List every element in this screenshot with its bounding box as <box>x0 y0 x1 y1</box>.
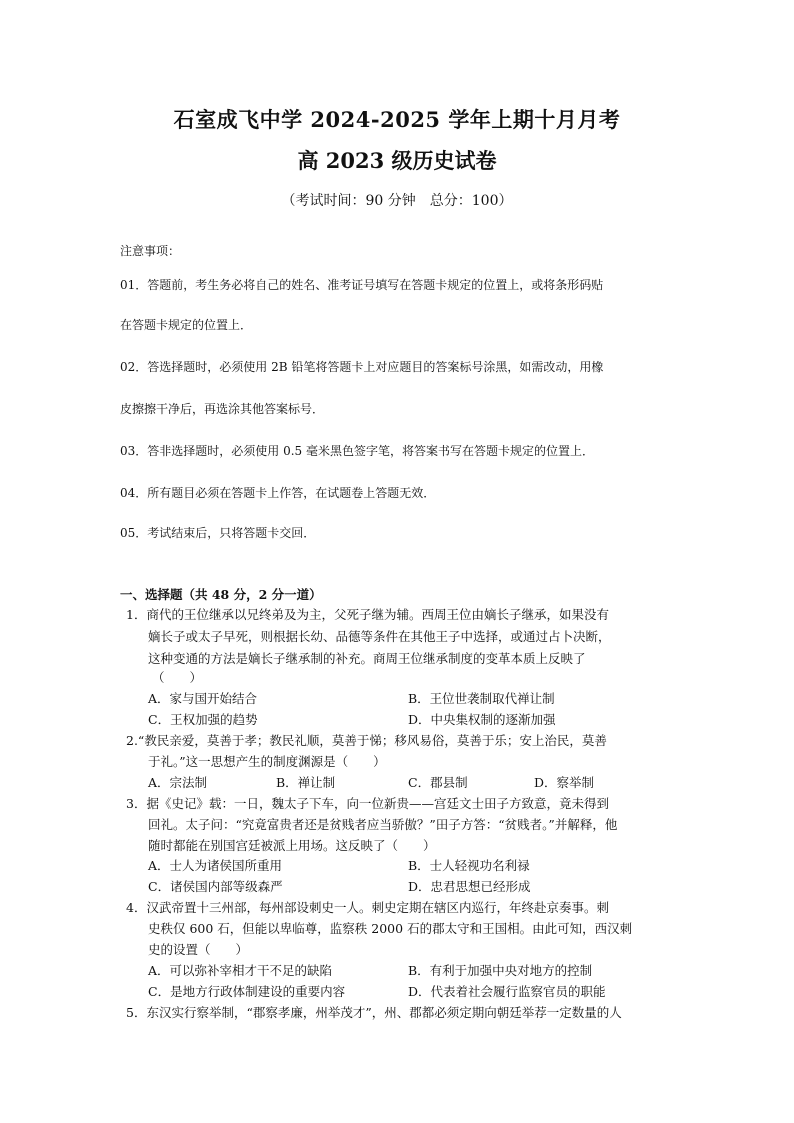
question-4-option-c: C．是地方行政体制建设的重要内容 <box>148 984 346 999</box>
question-1-option-d: D．中央集权制的逐渐加强 <box>408 712 556 727</box>
question-3-option-b: B．士人轻视功名利禄 <box>408 858 530 873</box>
question-1-line: 1．商代的王位继承以兄终弟及为主，父死子继为辅。西周王位由嫡长子继承，如果没有 <box>126 607 609 622</box>
question-2-line: 于礼。”这一思想产生的制度渊源是（ ） <box>148 754 386 769</box>
section-heading: 一、选择题（共 48 分，2 分一道） <box>120 587 322 602</box>
question-2-option-b: B．禅让制 <box>276 775 336 790</box>
question-3-line: 随时都能在别国宫廷被派上用场。这反映了（ ） <box>148 838 436 853</box>
exam-subtitle: 高 2023 级历史试卷 <box>297 148 497 173</box>
question-4-line: 4．汉武帝置十三州部，每州部设刺史一人。刺史定期在辖区内巡行，年终赴京奏事。刺 <box>126 900 609 915</box>
question-3-option-d: D．忠君思想已经形成 <box>408 879 531 894</box>
question-4-option-d: D．代表着社会履行监察官员的职能 <box>408 984 606 999</box>
notes-line: 皮擦擦干净后，再选涂其他答案标号． <box>120 402 325 416</box>
question-4-option-b: B．有利于加强中央对地方的控制 <box>408 963 593 978</box>
exam-title: 石室成飞中学 2024-2025 学年上期十月月考 <box>173 107 621 132</box>
notes-line: 04．所有题目必须在答题卡上作答，在试题卷上答题无效． <box>120 486 436 500</box>
question-5-line: 5．东汉实行察举制，“郡察孝廉，州举茂才”，州、郡都必须定期向朝廷举荐一定数量的人 <box>126 1005 622 1020</box>
question-1-option-b: B．王位世袭制取代禅让制 <box>408 691 555 706</box>
question-2-line: 2.“教民亲爱，莫善于孝；教民礼顺，莫善于悌；移风易俗，莫善于乐；安上治民，莫善 <box>126 733 607 748</box>
question-1-line: 嫡长子或太子早死，则根据长幼、品德等条件在其他王子中选择，或通过占卜决断， <box>148 629 611 644</box>
notes-heading: 注意事项： <box>120 244 181 258</box>
question-3-option-a: A．士人为诸侯国所重用 <box>148 858 283 873</box>
question-2-option-c: C．郡县制 <box>408 775 468 790</box>
question-3-line: 3．据《史记》载：一日，魏太子下车，向一位新贵——宫廷文士田子方致意，竟未得到 <box>126 796 609 811</box>
question-1-option-a: A．家与国开始结合 <box>148 691 258 706</box>
notes-line: 03．答非选择题时，必须使用 0.5 毫米黑色签字笔，将答案书写在答题卡规定的位置上． <box>120 444 594 458</box>
question-4-option-a: A．可以弥补宰相才干不足的缺陷 <box>148 963 333 978</box>
notes-line: 在答题卡规定的位置上． <box>120 318 253 332</box>
question-1-option-c: C．王权加强的趋势 <box>148 712 258 727</box>
question-3-line: 回礼。太子问：“究竟富贵者还是贫贱者应当骄傲？”田子方答：“贫贱者。”并解释，他 <box>148 817 618 832</box>
notes-line: 02．答选择题时，必须使用 2B 铅笔将答题卡上对应题目的答案标号涂黑，如需改动，用橡 <box>120 360 604 374</box>
question-2-option-a: A．宗法制 <box>148 775 208 790</box>
exam-info: （考试时间：90 分钟 总分：100） <box>281 193 513 209</box>
question-3-option-c: C．诸侯国内部等级森严 <box>148 879 283 894</box>
question-2-option-d: D．察举制 <box>534 775 595 790</box>
question-1-line: 这种变通的方法是嫡长子继承制的补充。商周王位继承制度的变革本质上反映了 <box>148 651 586 666</box>
question-4-line: 史的设置（ ） <box>148 942 249 957</box>
notes-line: 01．答题前，考生务必将自己的姓名、准考证号填写在答题卡规定的位置上，或将条形码贴 <box>120 278 604 292</box>
question-4-line: 史秩仅 600 石，但能以卑临尊，监察秩 2000 石的郡太守和王国相。由此可知，西汉刺 <box>148 921 633 936</box>
notes-line: 05．考试结束后，只将答题卡交回． <box>120 526 316 540</box>
question-1-line: （ ） <box>152 670 203 685</box>
